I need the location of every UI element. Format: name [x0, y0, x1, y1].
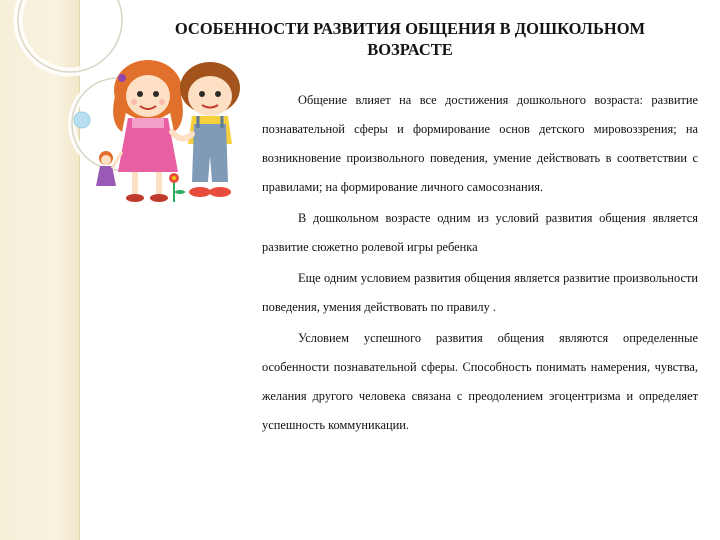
paragraph: В дошкольном возрасте одним из условий развития общения является развитие сюжетно ролевой игры ребенка — [262, 211, 698, 254]
blue-bead-icon — [74, 112, 90, 128]
paragraph: Общение влияет на все достижения дошкольного возраста: развитие познавательной сферы и формирование основ детского мировоззрения; на возникновение произвольного поведения, умение действовать в соответствии с правилами; на формирование личного самосознания. — [262, 93, 698, 194]
paragraph: Еще одним условием развития общения является развитие произвольности поведения, умения действовать по правилу . — [262, 271, 698, 314]
paragraph: Условием успешного развития общения являются определенные особенности познавательной сферы. Способность понимать намерения, чувства, желания другого человека связана с преодолением эгоцентризма и определяет успешность коммуникации. — [262, 331, 698, 432]
body-text — [262, 86, 698, 442]
slide-title: ОСОБЕННОСТИ РАЗВИТИЯ ОБЩЕНИЯ В ДОШКОЛЬНОМ ВОЗРАСТЕ — [174, 19, 646, 59]
children-holding-hands-illustration — [92, 52, 250, 212]
